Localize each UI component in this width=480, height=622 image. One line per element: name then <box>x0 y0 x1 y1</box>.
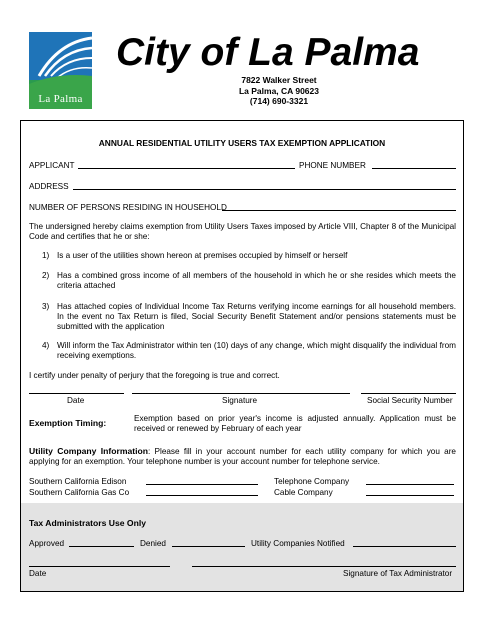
item-number: 3) <box>42 302 50 311</box>
ssn-caption: Social Security Number <box>367 396 453 405</box>
applicant-label: APPLICANT <box>29 161 75 170</box>
admin-signature-field[interactable] <box>192 566 456 567</box>
cable-label: Cable Company <box>274 488 333 497</box>
gas-label: Southern California Gas Co <box>29 488 130 497</box>
notified-label: Utility Companies Notified <box>251 539 345 548</box>
denied-field[interactable] <box>172 546 245 547</box>
address-line1: 7822 Walker Street <box>241 75 317 85</box>
item-number: 2) <box>42 271 50 280</box>
phone-label: PHONE NUMBER <box>299 161 366 170</box>
persons-label: NUMBER OF PERSONS RESIDING IN HOUSEHOLD <box>29 203 227 212</box>
timing-label: Exemption Timing: <box>29 418 107 428</box>
denied-label: Denied <box>140 539 166 548</box>
address-field[interactable] <box>73 189 456 190</box>
admin-date-caption: Date <box>29 569 47 578</box>
phone-number: (714) 690-3321 <box>249 96 309 106</box>
date-field[interactable] <box>29 393 124 394</box>
city-title: City of La Palma <box>116 31 420 74</box>
signature-caption: Signature <box>222 396 258 405</box>
list-item: Will inform the Tax Administrator within ten (10) days of any change, which might disqualify the individual from receiving exemptions. <box>57 341 456 360</box>
certify-text: I certify under penalty of perjury that the foregoing is true and correct. <box>29 371 280 380</box>
approved-field[interactable] <box>69 546 134 547</box>
ssn-field[interactable] <box>361 393 456 394</box>
telephone-label: Telephone Company <box>274 477 350 486</box>
timing-text: Exemption based on prior year's income is adjusted annually. Application must be received or renewed by February of each year <box>134 414 456 433</box>
signature-field[interactable] <box>132 393 350 394</box>
telephone-account-field[interactable] <box>366 484 454 485</box>
phone-field[interactable] <box>372 168 456 169</box>
notified-field[interactable] <box>353 546 456 547</box>
edison-account-field[interactable] <box>146 484 258 485</box>
city-logo <box>29 32 92 109</box>
list-item: Is a user of the utilities shown hereon at premises occupied by himself or herself <box>57 251 348 260</box>
list-item: Has attached copies of Individual Income Tax Returns verifying income earnings for all household members. In the event no Tax Return is filed, Social Security Benefit Statement and/or pensions statements must be submitted with the application <box>57 302 456 331</box>
persons-field[interactable] <box>222 210 456 211</box>
address-line2: La Palma, CA 90623 <box>238 86 319 96</box>
gas-account-field[interactable] <box>146 495 258 496</box>
utility-info <box>29 446 456 467</box>
intro-paragraph: The undersigned hereby claims exemption from Utility Users Taxes imposed by Article VIII, Chapter 8 of the Municipal Code and certifies that he or she: <box>29 222 456 241</box>
date-caption: Date <box>67 396 85 405</box>
logo-text: La Palma <box>38 93 83 105</box>
form-title: ANNUAL RESIDENTIAL UTILITY USERS TAX EXEMPTION APPLICATION <box>98 138 386 148</box>
cable-account-field[interactable] <box>366 495 454 496</box>
applicant-field[interactable] <box>78 168 295 169</box>
edison-label: Southern California Edison <box>29 477 127 486</box>
address-label: ADDRESS <box>29 182 69 191</box>
admin-date-field[interactable] <box>29 566 170 567</box>
list-item: Has a combined gross income of all members of the household in which he or she resides which meets the criteria attached <box>57 271 456 290</box>
admin-heading: Tax Administrators Use Only <box>29 518 147 528</box>
utility-text: : Please fill in your account number for each utility company for which you are applying for an exemption. Your telephone number is your account number for telephone service. <box>29 447 456 466</box>
approved-label: Approved <box>29 539 65 548</box>
admin-signature-caption: Signature of Tax Administrator <box>343 569 453 578</box>
utility-heading: Utility Company Information <box>29 446 149 456</box>
item-number: 1) <box>42 251 50 260</box>
item-number: 4) <box>42 341 50 350</box>
